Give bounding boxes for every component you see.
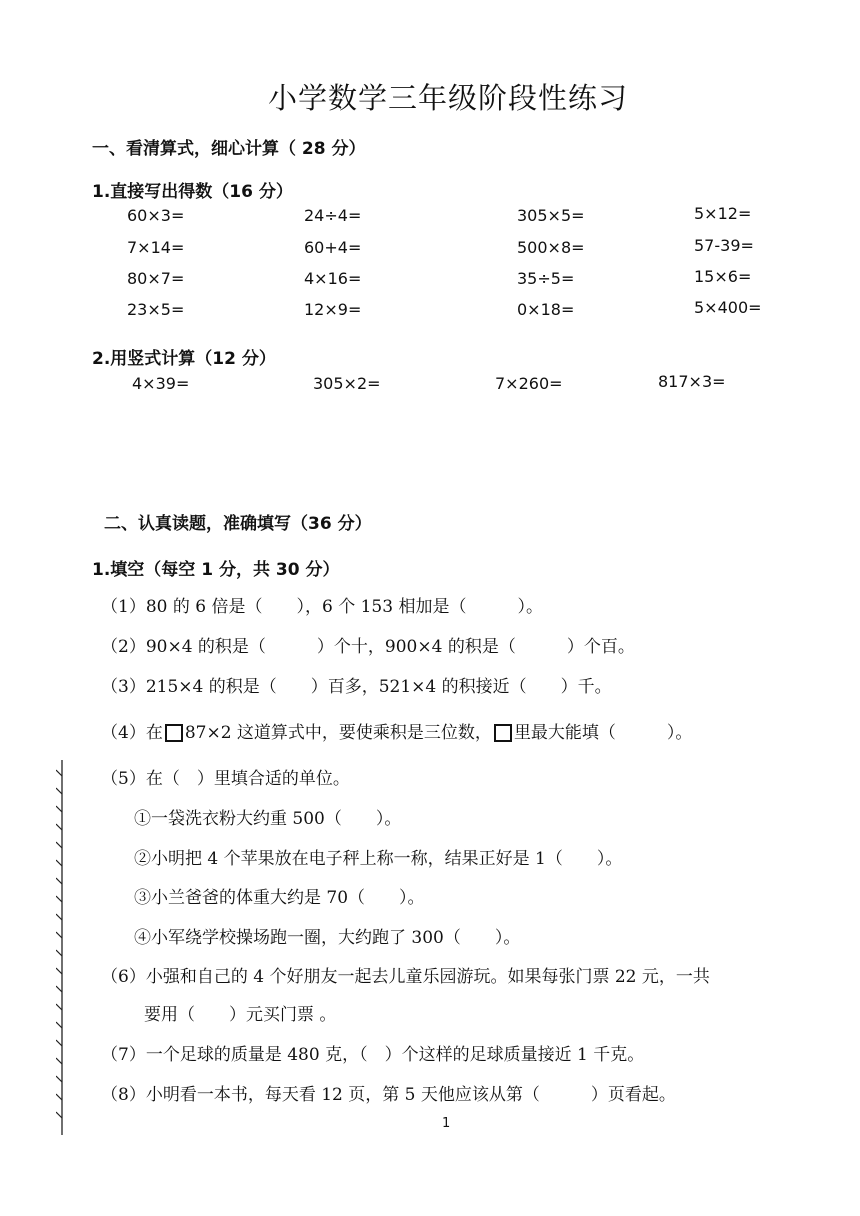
calc-item: 7×14= xyxy=(127,238,185,257)
question-2: （2）90×4 的积是（ ）个十，900×4 的积是（ ）个百。 xyxy=(101,637,635,657)
calc-item: 5×400= xyxy=(694,298,762,317)
section2-part1-heading: 1.填空（每空 1 分，共 30 分） xyxy=(92,560,340,580)
calc-item: 4×16= xyxy=(304,269,362,288)
question-6-line1: （6）小强和自己的 4 个好朋友一起去儿童乐园游玩。如果每张门票 22 元，一共 xyxy=(101,967,710,987)
calc-item: 500×8= xyxy=(517,238,585,257)
calc-item: 15×6= xyxy=(694,267,752,286)
calc-item: 305×5= xyxy=(517,206,585,225)
question-5: （5）在（ ）里填合适的单位。 xyxy=(101,769,350,789)
question-3: （3）215×4 的积是（ ）百多，521×4 的积接近（ ）千。 xyxy=(101,677,612,697)
vertical-calc-item: 7×260= xyxy=(495,374,563,393)
section1-part1-heading: 1.直接写出得数（16 分） xyxy=(92,182,293,202)
vertical-calc-item: 817×3= xyxy=(658,372,726,391)
calc-item: 12×9= xyxy=(304,300,362,319)
question-5-3: ③小兰爸爸的体重大约是 70（ ）。 xyxy=(134,888,425,908)
section1-heading: 一、看清算式，细心计算（ 28 分） xyxy=(92,139,366,159)
calc-item: 23×5= xyxy=(127,300,185,319)
blank-square-icon xyxy=(494,724,512,742)
calc-item: 35÷5= xyxy=(517,269,575,288)
calc-item: 60+4= xyxy=(304,238,362,257)
question-5-2: ②小明把 4 个苹果放在电子秤上称一称，结果正好是 1（ ）。 xyxy=(134,849,623,869)
calc-item: 57-39= xyxy=(694,236,754,255)
vertical-calc-item: 305×2= xyxy=(313,374,381,393)
calc-item: 5×12= xyxy=(694,204,752,223)
question-1: （1）80 的 6 倍是（ ），6 个 153 相加是（ ）。 xyxy=(101,597,543,617)
page-title: 小学数学三年级阶段性练习 xyxy=(268,81,629,115)
question-5-4: ④小军绕学校操场跑一圈，大约跑了 300（ ）。 xyxy=(134,928,521,948)
blank-square-icon xyxy=(165,724,183,742)
section1-part2-heading: 2.用竖式计算（12 分） xyxy=(92,349,276,369)
question-4-part-c: 里最大能填（ ）。 xyxy=(513,723,693,743)
binding-edge-decoration xyxy=(56,760,66,1135)
question-4-part-a: （4）在 xyxy=(101,723,163,743)
section2-heading: 二、认真读题，准确填写（36 分） xyxy=(104,514,372,534)
question-8: （8）小明看一本书，每天看 12 页，第 5 天他应该从第（ ）页看起。 xyxy=(101,1085,676,1105)
question-5-1: ①一袋洗衣粉大约重 500（ ）。 xyxy=(134,809,402,829)
question-7: （7）一个足球的质量是 480 克，（ ）个这样的足球质量接近 1 千克。 xyxy=(101,1045,645,1065)
question-6-line2: 要用（ ）元买门票 。 xyxy=(144,1005,337,1025)
question-4 xyxy=(101,718,692,743)
calc-item: 0×18= xyxy=(517,300,575,319)
calc-item: 80×7= xyxy=(127,269,185,288)
page-number: 1 xyxy=(442,1116,451,1131)
question-4-part-b: 87×2 这道算式中，要使乘积是三位数， xyxy=(184,723,492,743)
vertical-calc-item: 4×39= xyxy=(132,374,190,393)
calc-item: 60×3= xyxy=(127,206,185,225)
calc-item: 24÷4= xyxy=(304,206,362,225)
